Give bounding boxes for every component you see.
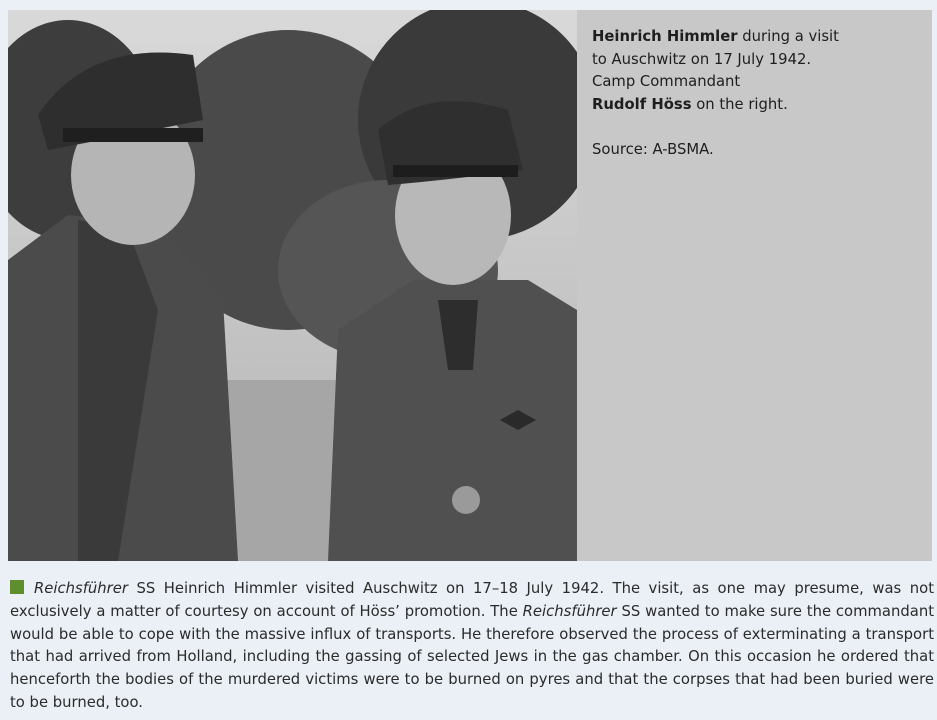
- caption-line-2: to Auschwitz on 17 July 1942.: [592, 50, 812, 68]
- caption-source: Source: A-BSMA.: [592, 141, 714, 159]
- photo-illustration: [8, 10, 577, 561]
- caption-line-1: Heinrich Himmler during a visit: [592, 28, 839, 45]
- caption-name-himmler: Heinrich Himmler: [592, 28, 738, 45]
- photo-figure: [8, 10, 932, 561]
- caption-line-3: Camp Commandant: [592, 73, 741, 91]
- photo-caption: [592, 26, 922, 162]
- green-square-bullet-icon: [10, 580, 24, 594]
- article-paragraph: Reichsführer SS Heinrich Himmler visited Auschwitz on 17–18 July 1942. The visit, as one may presume, was not exclusively a matter of courtesy on account of Höss’ promotion. The Reichsführer SS wanted to make sure the commandant would be able to cope with the massive influx of transports. He therefore observed the process of exterminating a transport that had arrived from Holland, including the gassing of selected Jews in the gas chamber. On this occasion he ordered that henceforth the bodies of the murdered victims were to be burned on pyres and that the corpses that had been buried were to be burned, too.: [10, 580, 935, 711]
- historical-photo: [8, 10, 577, 561]
- caption-line-4: Rudolf Höss on the right.: [592, 95, 788, 113]
- caption-name-hoss: Rudolf Höss: [592, 95, 692, 113]
